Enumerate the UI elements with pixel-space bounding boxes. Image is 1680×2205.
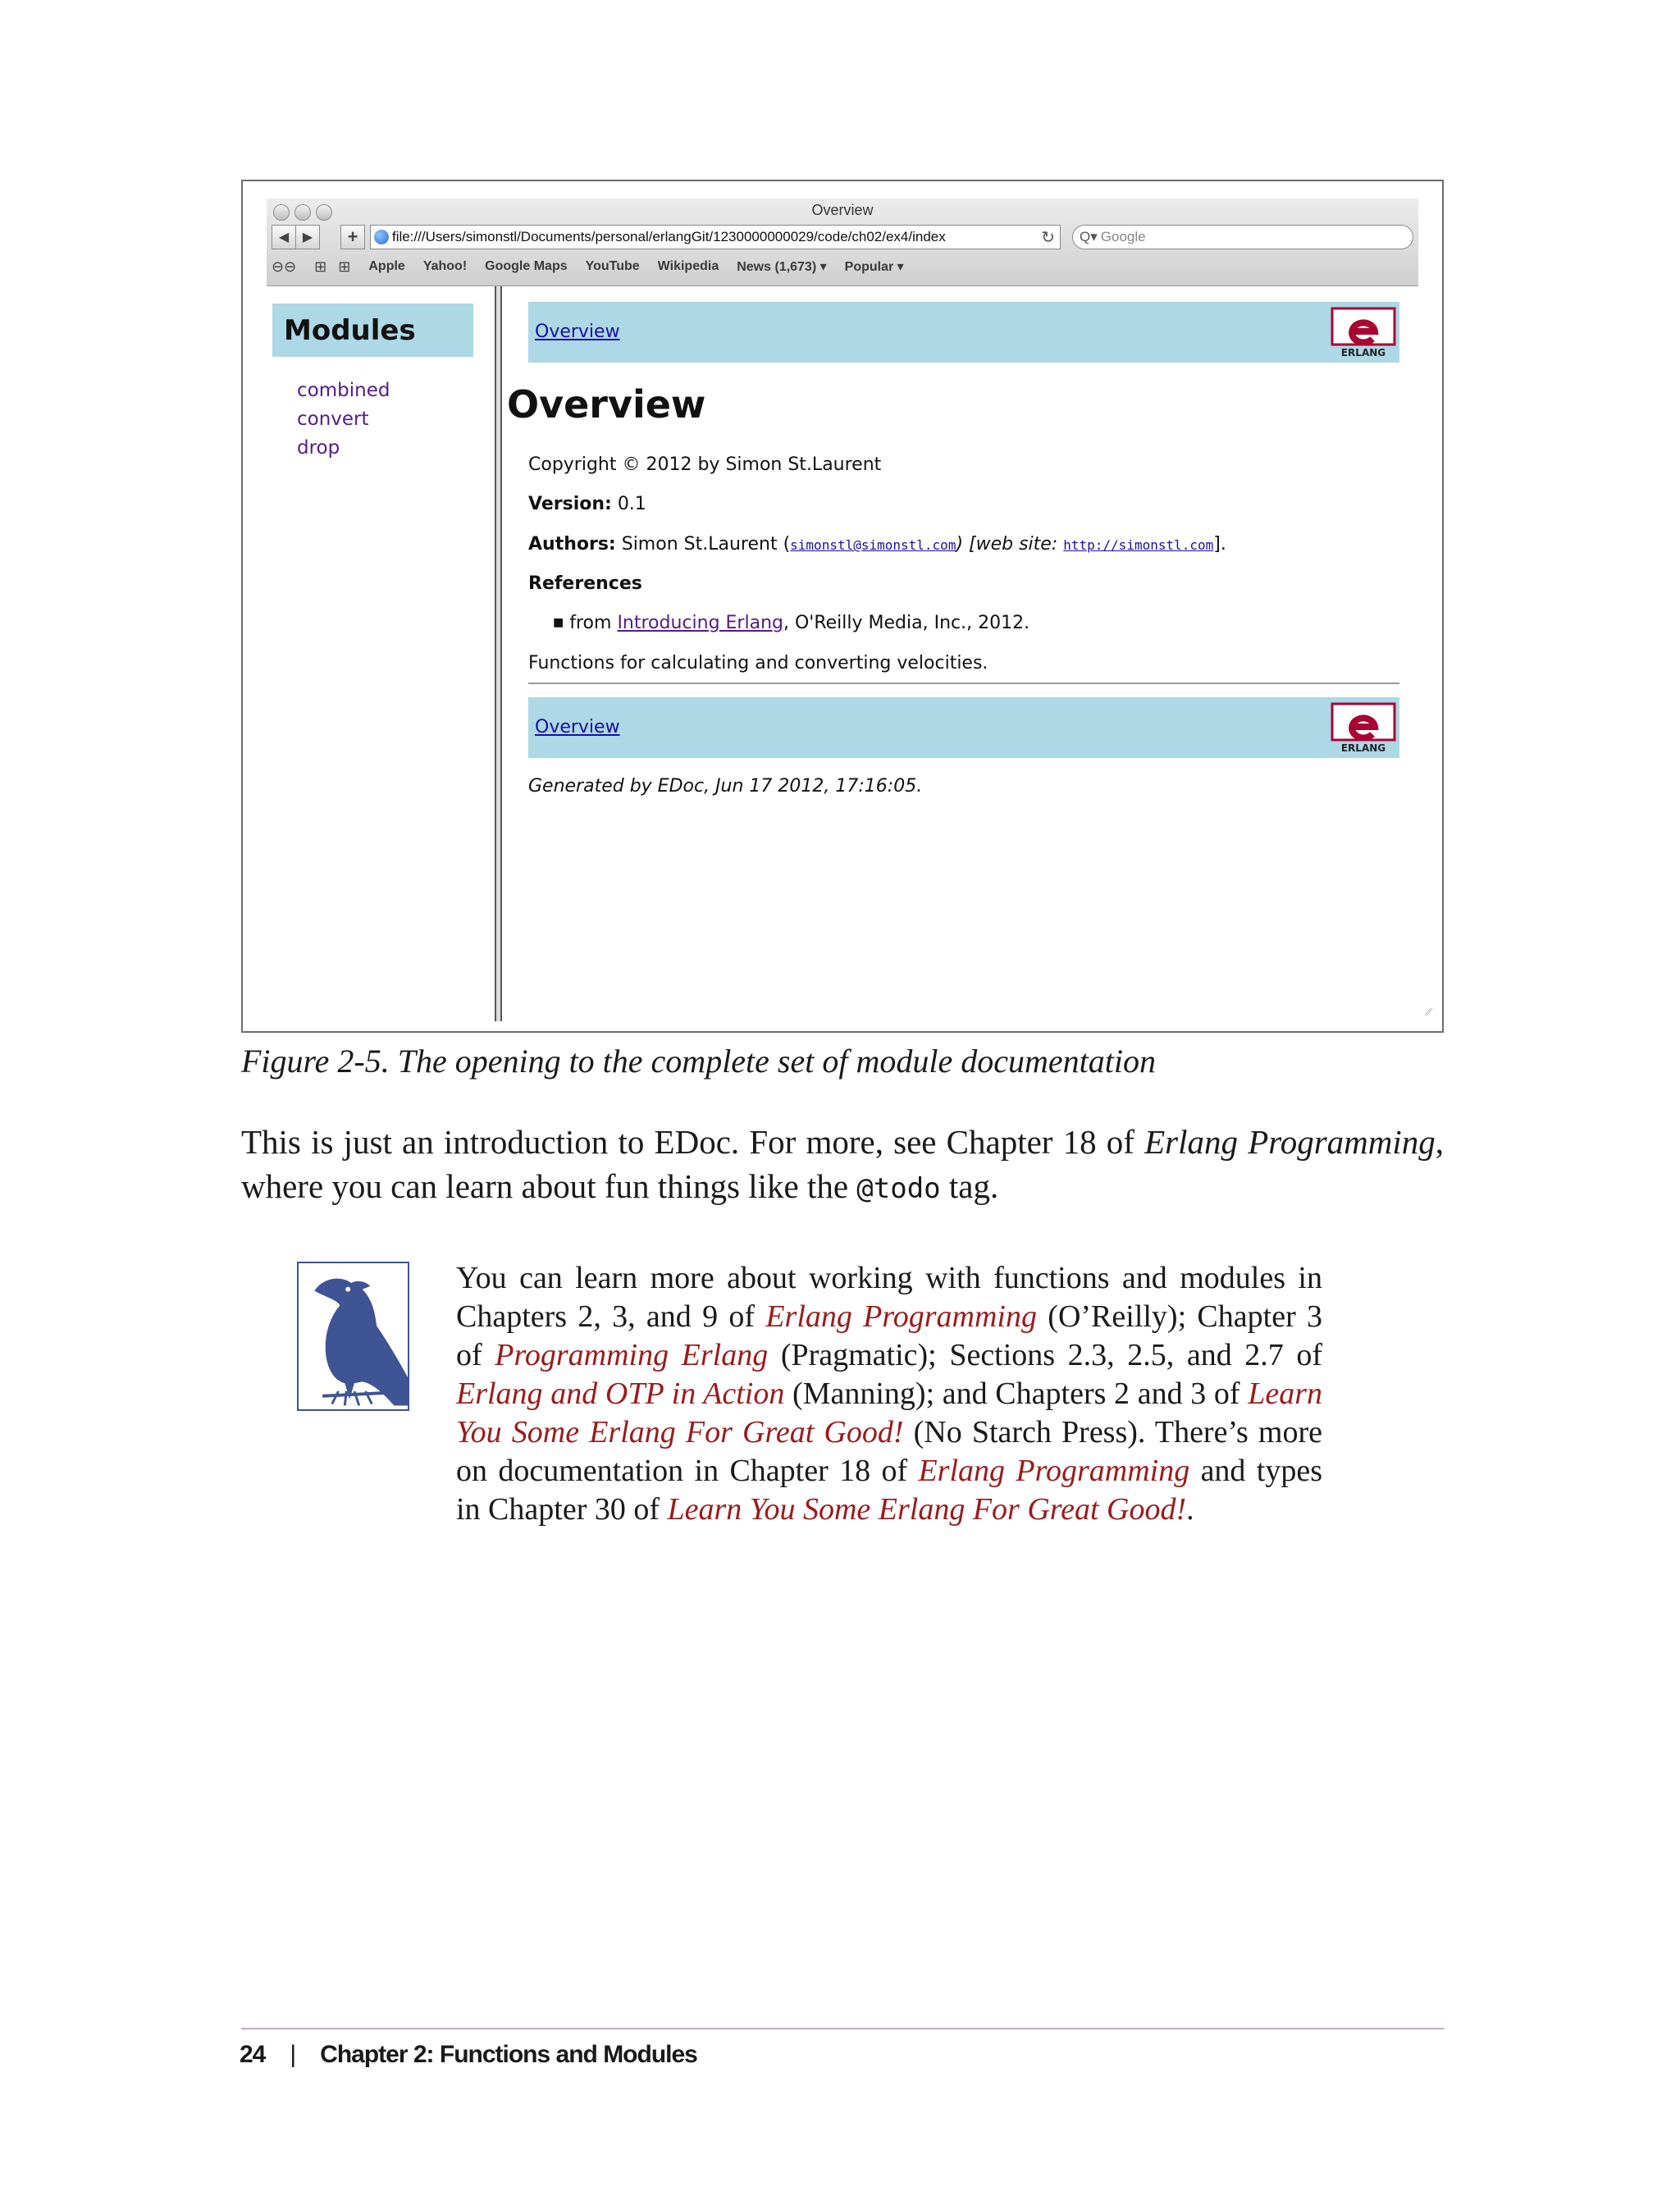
tip-paragraph xyxy=(456,1259,1322,1529)
bookmark-wikipedia[interactable]: Wikipedia xyxy=(657,259,719,273)
tip-book-erlang-programming-2: Erlang Programming xyxy=(918,1454,1190,1488)
erlang-logo-text: ERLANG xyxy=(1340,347,1386,358)
references-heading xyxy=(528,573,642,594)
tip-text-2: (O’Reilly); Chapter 3 of xyxy=(456,1299,1323,1372)
window-title: Overview xyxy=(811,202,874,218)
bookmark-google-maps[interactable]: Google Maps xyxy=(485,259,568,273)
erlang-logo-text: ERLANG xyxy=(1340,742,1386,753)
reference-suffix: , O'Reilly Media, Inc., 2012. xyxy=(783,613,1030,633)
bullet-icon: ■ xyxy=(553,616,564,629)
para-text-1: This is just an introduction to EDoc. For more, see Chapter 18 of xyxy=(241,1123,1134,1161)
erlang-logo-icon xyxy=(1331,307,1396,358)
page-number: 24 xyxy=(240,2041,266,2068)
add-bookmark-button[interactable]: + xyxy=(340,225,365,249)
module-link-drop[interactable]: drop xyxy=(297,437,340,459)
footer-separator: | xyxy=(290,2041,296,2068)
copyright-line: Copyright © 2012 by Simon St.Laurent xyxy=(528,454,882,475)
web-site-link[interactable]: http://simonstl.com xyxy=(1063,537,1214,553)
overview-link-bottom[interactable]: Overview xyxy=(535,717,620,737)
para-code: @todo xyxy=(856,1172,941,1205)
module-link-combined[interactable]: combined xyxy=(297,380,390,401)
forward-button[interactable]: ▶ xyxy=(295,225,320,249)
browser-toolbar xyxy=(267,199,1418,286)
version-value: 0.1 xyxy=(617,494,646,514)
bookmark-yahoo[interactable]: Yahoo! xyxy=(422,259,468,273)
authors-label: Authors: xyxy=(528,534,616,555)
bookmarks-book-icon[interactable]: ⊞ xyxy=(314,258,327,275)
tip-book-programming-erlang: Programming Erlang xyxy=(495,1338,769,1372)
tip-text-4: (Manning); and Chapters 2 and 3 of xyxy=(792,1376,1240,1411)
address-bar[interactable] xyxy=(370,225,1061,249)
search-placeholder: Google xyxy=(1100,229,1146,244)
figure-caption: Figure 2-5. The opening to the complete set of module documentation xyxy=(241,1043,1156,1080)
search-field[interactable] xyxy=(1072,225,1413,249)
tip-book-erlang-programming: Erlang Programming xyxy=(765,1299,1037,1334)
tip-text-5: (No Starch Press). There’s more on documentation in Chapter 18 of xyxy=(456,1415,1322,1488)
body-paragraph xyxy=(241,1120,1444,1211)
browser-screenshot xyxy=(241,180,1444,1033)
search-icon: Q▾ xyxy=(1080,229,1098,244)
top-nav-bar xyxy=(528,302,1399,363)
top-sites-grid-icon[interactable]: ⊞ xyxy=(338,258,351,275)
author-email-link[interactable]: simonstl@simonstl.com xyxy=(790,537,956,553)
reference-link[interactable]: Introducing Erlang xyxy=(617,613,783,633)
erlang-logo-icon xyxy=(1331,702,1396,753)
module-description: Functions for calculating and converting velocities. xyxy=(528,653,988,673)
tip-bird-icon xyxy=(297,1262,409,1411)
web-site-label: ) [web site: xyxy=(956,534,1058,555)
reload-icon[interactable]: ↻ xyxy=(1038,227,1055,248)
tip-text-3: (Pragmatic); Sections 2.3, 2.5, and 2.7 of xyxy=(780,1338,1323,1372)
chapter-title: Chapter 2: Functions and Modules xyxy=(320,2041,697,2068)
tip-text-7: . xyxy=(1186,1492,1194,1527)
bottom-nav-bar xyxy=(528,697,1399,758)
references-label: References xyxy=(528,573,642,594)
modules-heading: Modules xyxy=(272,304,473,357)
overview-link-top[interactable]: Overview xyxy=(535,322,620,342)
para-book-title: Erlang Programming xyxy=(1144,1123,1436,1161)
divider xyxy=(528,682,1399,684)
footer-rule xyxy=(241,2028,1444,2029)
globe-icon xyxy=(374,230,389,244)
para-text-2: , where you can learn about fun things like the xyxy=(241,1123,1445,1205)
reference-item xyxy=(553,613,1029,633)
bookmark-news[interactable]: News (1,673) ▾ xyxy=(737,260,827,274)
generated-line: Generated by EDoc, Jun 17 2012, 17:16:05. xyxy=(528,776,923,797)
page-title: Overview xyxy=(507,382,706,427)
module-link-convert[interactable]: convert xyxy=(297,409,369,430)
address-text: file:///Users/simonstl/Documents/personal/erlangGit/1230000000029/code/ch02/ex4/index xyxy=(392,229,946,244)
bookmarks-bar xyxy=(272,254,922,279)
version-label: Version: xyxy=(528,494,612,514)
tip-book-erlang-otp-in-action: Erlang and OTP in Action xyxy=(456,1376,785,1411)
bookmark-popular[interactable]: Popular ▾ xyxy=(844,260,904,274)
reading-list-icon[interactable]: ⊖⊖ xyxy=(272,258,297,275)
page-footer xyxy=(240,2041,697,2069)
bookmark-youtube[interactable]: YouTube xyxy=(585,259,640,273)
para-text-3: tag. xyxy=(948,1167,999,1205)
authors-end: ]. xyxy=(1213,534,1226,555)
tip-text-6: and types in Chapter 30 of xyxy=(456,1454,1322,1527)
tip-book-lyse: Learn You Some Erlang For Great Good! xyxy=(456,1376,1323,1449)
tip-book-lyse-2: Learn You Some Erlang For Great Good! xyxy=(667,1492,1187,1527)
version-line xyxy=(528,494,646,514)
authors-line xyxy=(528,534,1226,555)
reference-prefix: from xyxy=(569,613,612,633)
tip-text-1: You can learn more about working with functions and modules in Chapters 2, 3, and 9 of xyxy=(456,1261,1322,1334)
frame-divider[interactable] xyxy=(495,286,502,1021)
bookmark-apple[interactable]: Apple xyxy=(368,259,405,273)
authors-name: Simon St.Laurent ( xyxy=(621,534,791,555)
resize-grip-icon[interactable]: ⁄⁄ xyxy=(1427,1007,1431,1019)
back-button[interactable]: ◀ xyxy=(272,225,296,249)
